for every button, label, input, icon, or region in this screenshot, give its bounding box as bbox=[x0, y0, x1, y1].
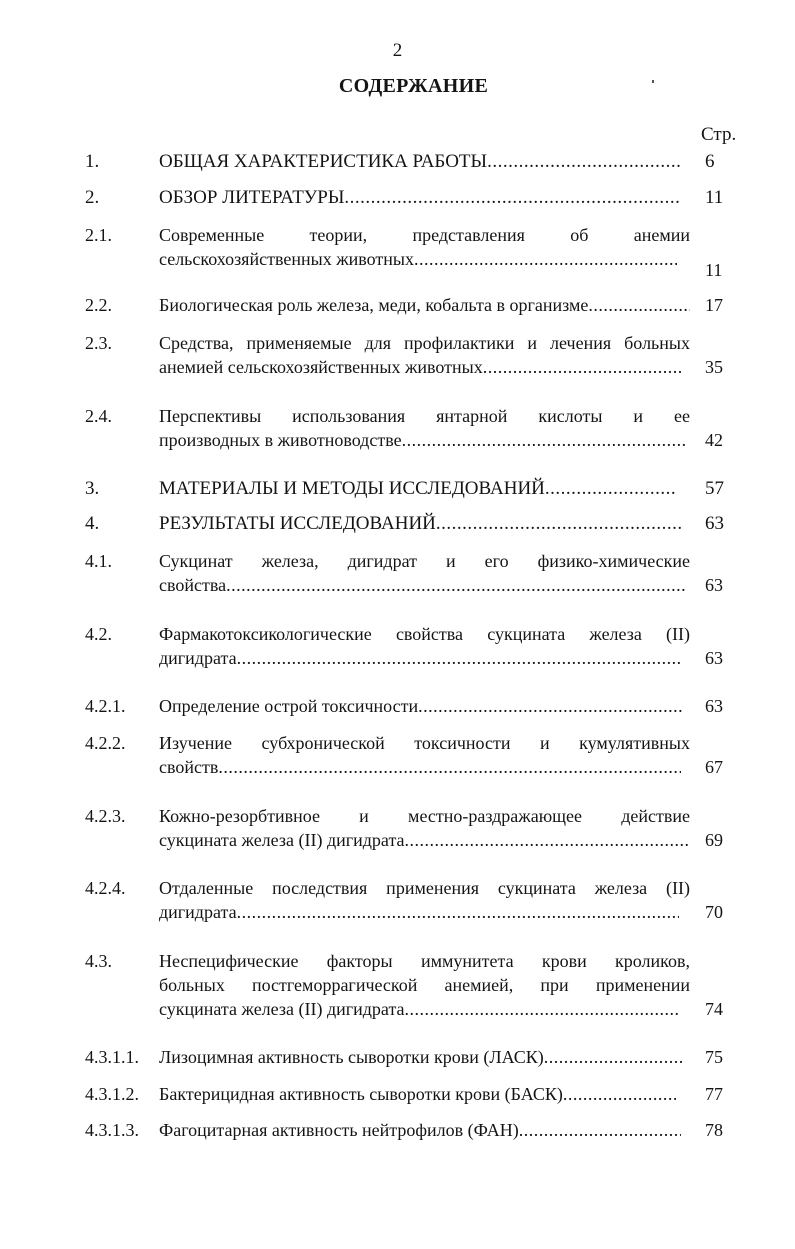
entry-number: 4.3.1.1. bbox=[85, 1047, 139, 1067]
entry-page: 42 bbox=[705, 430, 723, 450]
speck-mark bbox=[652, 80, 654, 83]
leader-dots bbox=[563, 1082, 676, 1106]
entry-title: Изучение субхронической токсичности и кумулятивных bbox=[159, 733, 690, 753]
entry-title: сукцината железа (II) дигидрата bbox=[159, 999, 405, 1019]
entry-number: 2. bbox=[85, 187, 100, 208]
entry-number: 4.2.4. bbox=[85, 878, 126, 898]
entry-number: 3. bbox=[85, 478, 100, 499]
leader-dots bbox=[402, 428, 686, 452]
leader-dots bbox=[218, 755, 681, 779]
leader-dots bbox=[545, 477, 677, 501]
leader-dots bbox=[418, 694, 683, 718]
entry-title: ОБЩАЯ ХАРАКТЕРИСТИКА РАБОТЫ bbox=[159, 151, 488, 172]
entry-title: Бактерицидная активность сыворотки крови (БАСК) bbox=[159, 1084, 563, 1104]
entry-page: 67 bbox=[705, 757, 723, 777]
entry-title: больных постгеморрагической анемией, при применении bbox=[159, 975, 690, 995]
entry-number: 4.3.1.2. bbox=[85, 1084, 139, 1104]
leader-dots bbox=[519, 1118, 681, 1142]
entry-number: 1. bbox=[85, 151, 100, 172]
entry-number: 2.2. bbox=[85, 295, 112, 315]
leader-dots bbox=[414, 247, 677, 271]
entry-title: ОБЗОР ЛИТЕРАТУРЫ bbox=[159, 187, 345, 208]
entry-title: свойств bbox=[159, 757, 219, 777]
leader-dots bbox=[436, 512, 683, 536]
entry-number: 4.3. bbox=[85, 951, 112, 971]
entry-number: 4. bbox=[85, 513, 100, 534]
entry-title: РЕЗУЛЬТАТЫ ИССЛЕДОВАНИЙ bbox=[159, 513, 436, 534]
entry-title: МАТЕРИАЛЫ И МЕТОДЫ ИССЛЕДОВАНИЙ bbox=[159, 478, 545, 499]
entry-title: Фармакотоксикологические свойства сукцината железа (II) bbox=[159, 624, 690, 644]
leader-dots bbox=[237, 900, 679, 924]
entry-page: 69 bbox=[705, 830, 723, 850]
leader-dots bbox=[544, 1045, 684, 1069]
entry-title: Перспективы использования янтарной кислоты и ее bbox=[159, 406, 690, 426]
entry-title: Отдаленные последствия применения сукцината железа (II) bbox=[159, 878, 690, 898]
entry-number: 2.1. bbox=[85, 225, 112, 245]
entry-title: Лизоцимная активность сыворотки крови (ЛАСК) bbox=[159, 1047, 544, 1067]
entry-title: анемией сельскохозяйственных животных bbox=[159, 357, 483, 377]
entry-title: Средства, применяемые для профилактики и лечения больных bbox=[159, 333, 690, 353]
entry-title: производных в животноводстве bbox=[159, 430, 402, 450]
entry-title: сельскохозяйственных животных bbox=[159, 249, 414, 269]
entry-page: 11 bbox=[705, 260, 723, 280]
entry-page: 70 bbox=[705, 902, 723, 922]
entry-number: 4.2.3. bbox=[85, 806, 126, 826]
entry-title: свойства bbox=[159, 575, 227, 595]
entry-title: Определение острой токсичности bbox=[159, 696, 419, 716]
entry-page: 17 bbox=[705, 295, 723, 315]
entry-title: дигидрата bbox=[159, 648, 237, 668]
leader-dots bbox=[405, 997, 679, 1021]
entry-title: Современные теории, представления об анемии bbox=[159, 225, 690, 245]
entry-page: 57 bbox=[705, 478, 724, 499]
entry-page: 77 bbox=[705, 1084, 723, 1104]
leader-dots bbox=[237, 646, 681, 670]
entry-title: Неспецифические факторы иммунитета крови кроликов, bbox=[159, 951, 690, 971]
page-column-label: Стр. bbox=[701, 124, 737, 145]
entry-page: 63 bbox=[705, 575, 723, 595]
leader-dots bbox=[588, 293, 690, 317]
entry-page: 11 bbox=[705, 187, 724, 208]
entry-page: 6 bbox=[705, 151, 715, 172]
entry-number: 4.2.2. bbox=[85, 733, 126, 753]
entry-title: Фагоцитарная активность нейтрофилов (ФАН) bbox=[159, 1120, 519, 1140]
entry-page: 74 bbox=[705, 999, 723, 1019]
entry-title: Сукцинат железа, дигидрат и его физико-химические bbox=[159, 551, 690, 571]
entry-page: 63 bbox=[705, 696, 723, 716]
entry-title: Кожно-резорбтивное и местно-раздражающее действие bbox=[159, 806, 690, 826]
entry-number: 2.4. bbox=[85, 406, 112, 426]
page-title: СОДЕРЖАНИЕ bbox=[338, 75, 489, 97]
entry-number: 4.2.1. bbox=[85, 696, 126, 716]
leader-dots bbox=[483, 355, 683, 379]
entry-page: 35 bbox=[705, 357, 723, 377]
entry-page: 75 bbox=[705, 1047, 723, 1067]
entry-page: 63 bbox=[705, 513, 724, 534]
entry-page: 78 bbox=[705, 1120, 723, 1140]
leader-dots bbox=[405, 828, 690, 852]
entry-number: 4.1. bbox=[85, 551, 112, 571]
entry-title: сукцината железа (II) дигидрата bbox=[159, 830, 405, 850]
leader-dots bbox=[487, 150, 681, 174]
entry-title: Биологическая роль железа, меди, кобальта в организме bbox=[159, 295, 589, 315]
entry-number: 2.3. bbox=[85, 333, 112, 353]
entry-number: 4.3.1.3. bbox=[85, 1120, 139, 1140]
entry-number: 4.2. bbox=[85, 624, 112, 644]
leader-dots bbox=[226, 573, 686, 597]
entry-title: дигидрата bbox=[159, 902, 237, 922]
leader-dots bbox=[344, 186, 681, 210]
entry-page: 63 bbox=[705, 648, 723, 668]
page-number: 2 bbox=[392, 40, 403, 61]
